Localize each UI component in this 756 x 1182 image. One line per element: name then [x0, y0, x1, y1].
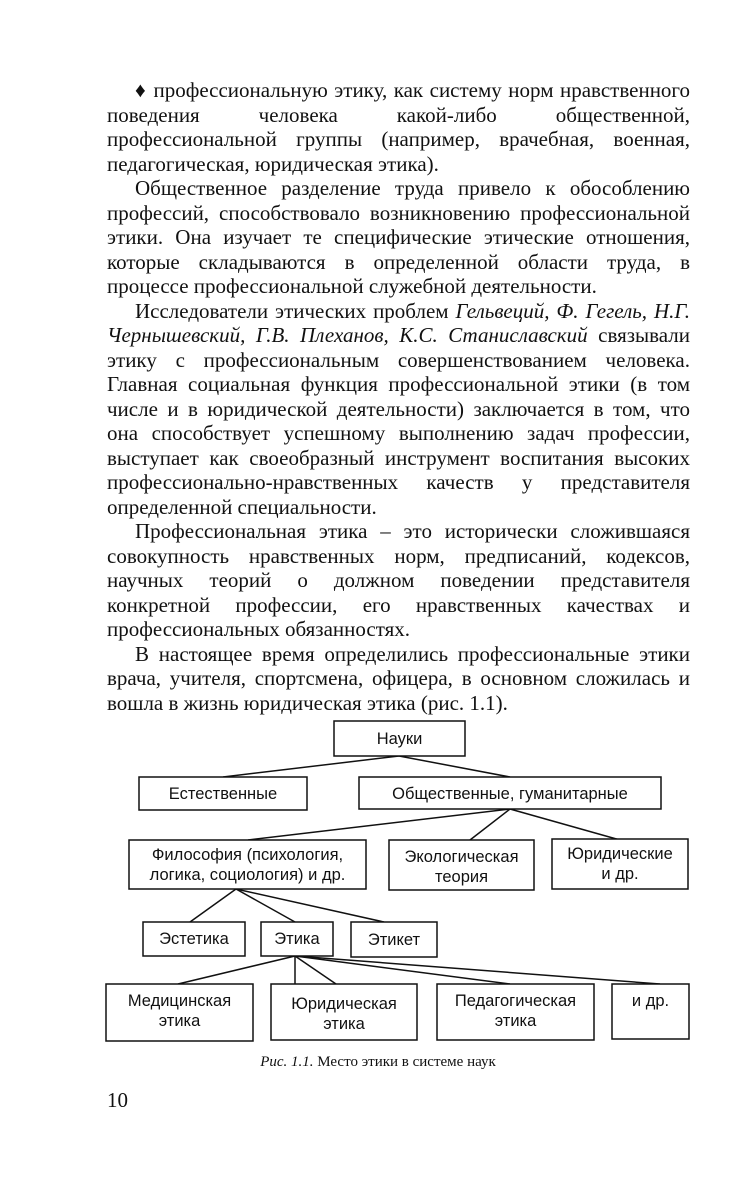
label-sciences: Науки [376, 730, 423, 748]
label-legal-line2: этика [323, 1015, 365, 1033]
bullet-icon: ♦ [135, 78, 147, 102]
label-etiquette: Этикет [367, 931, 421, 949]
label-pedagogical-line2: этика [494, 1012, 537, 1030]
caption-text: Место этики в системе наук [317, 1054, 496, 1070]
label-aesthetics: Эстетика [159, 930, 229, 948]
paragraph-bullet-ethics: ♦ профессиональную этику, как систему норм нравственного поведения человека какой-либо общественной, профессиональной группы (например, врачебная, военная, педагогическая, юридическая этика). [107, 78, 691, 176]
label-ethics: Этика [274, 930, 320, 948]
label-legal-line1: Юридическая [291, 995, 397, 1013]
label-ecological-line2: теория [434, 868, 489, 886]
paragraph-current-state: В настоящее время определились профессиональные этики врача, учителя, спортсмена, офицера, в основном сложилась и вошла в жизнь юридическая этика (рис. 1.1). [107, 641, 690, 715]
label-natural: Естественные [168, 785, 278, 803]
label-pedagogical-line1: Педагогическая [454, 992, 577, 1010]
caption-label: Рис. 1.1. [260, 1054, 314, 1070]
page-number: 10 [107, 1088, 128, 1112]
label-other: и др. [631, 992, 670, 1010]
label-social: Общественные, гуманитарные [392, 785, 628, 803]
label-juridical-line2: и др. [601, 865, 639, 883]
paragraph-definition: Профессиональная этика – это исторически сложившаяся совокупность нравственных норм, предписаний, кодексов, научных теорий о должном поведении представителя конкретной профессии, его нравственных качествах и профессиональных обязанностях. [107, 519, 690, 641]
paragraph-researchers: Исследователи этических проблем Гельвеций, Ф. Гегель, Н.Г. Чернышевский, Г.В. Плеханов, К.С. Станиславский связывали этику с профессиональным совершенствованием человека. Главная социальная функция профессиональной этики (в том числе и в юридической деятельности) заключается в том, что она способствует успешному выполнению задач профессии, выступает как своеобразный инструмент воспитания высоких профессионально-нравственных качеств у представителя определенной специальности. [107, 298, 691, 519]
label-juridical-line1: Юридические [567, 845, 673, 863]
paragraph-division-of-labor: Общественное разделение труда привело к обособлению профессий, способствовало возникновению профессиональной этики. Она изучает те специфические этические отношения, которые складываются в определенной области труда, в процессе профессиональной служебной деятельности. [107, 176, 690, 298]
researcher-names: Гельвеций, Ф. Гегель, Н.Г. Чернышевский, Г.В. Плеханов, К.С. Станиславский [107, 298, 691, 347]
label-medical-line2: этика [158, 1012, 201, 1030]
label-philosophy-line2: логика, социология) и др. [149, 866, 346, 884]
label-philosophy-line1: Философия (психология, [151, 846, 344, 864]
label-medical-line1: Медицинская [127, 992, 232, 1010]
label-ecological-line1: Экологическая [404, 848, 519, 866]
figure-caption [0, 1054, 756, 1071]
